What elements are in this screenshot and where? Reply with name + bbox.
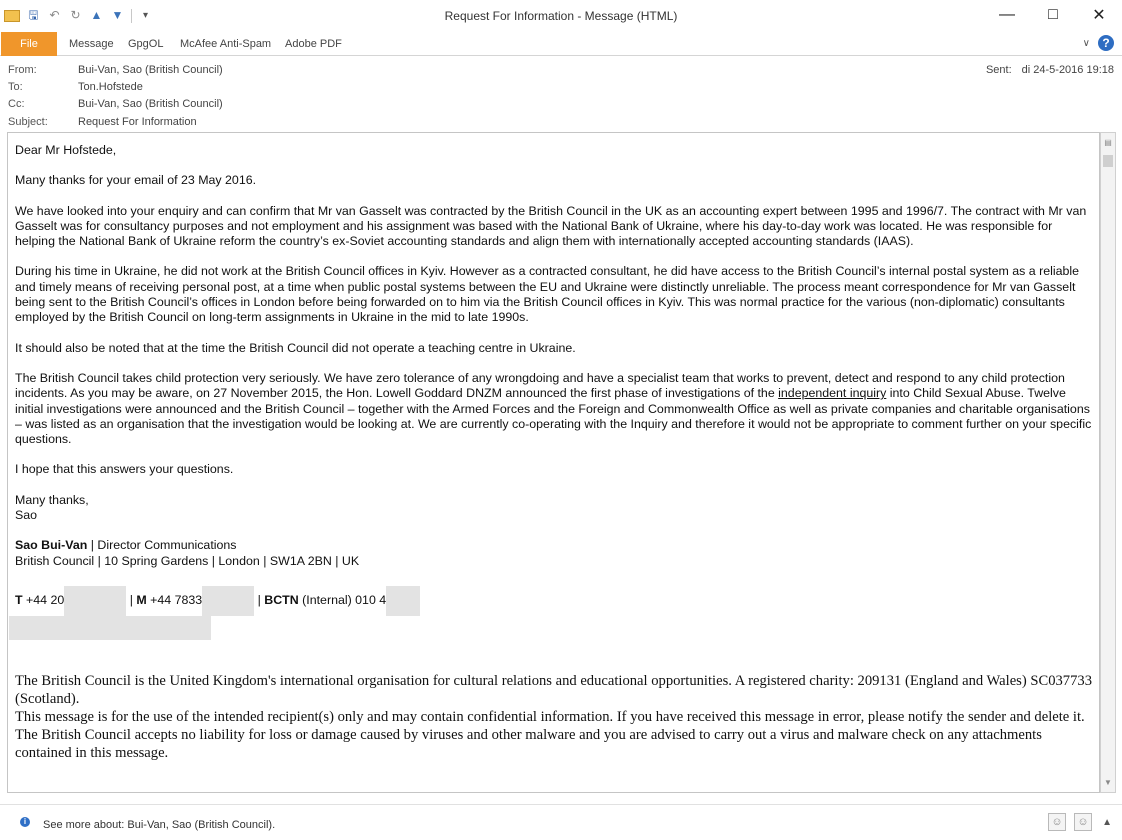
customize-toolbar-icon[interactable]: ▾ <box>142 10 149 21</box>
redacted-block <box>64 586 126 616</box>
bctn-label: BCTN <box>264 592 299 607</box>
redacted-block <box>202 586 254 616</box>
message-body[interactable] <box>7 132 1100 793</box>
paragraph-6: I hope that this answers your questions. <box>15 462 234 477</box>
window-title: Request For Information - Message (HTML) <box>444 9 678 23</box>
tab-file[interactable]: File <box>1 32 57 56</box>
contact-photo-icon[interactable]: ☺ <box>1048 813 1066 831</box>
ribbon-tabs <box>0 32 1122 56</box>
message-content <box>15 143 1095 762</box>
undo-icon[interactable]: ↶ <box>49 8 60 22</box>
closing-line-1: Many thanks, <box>15 492 89 507</box>
next-item-icon[interactable]: ▼ <box>111 8 124 22</box>
paragraph-5 <box>15 371 1095 447</box>
ribbon-toggle-icon[interactable]: ▤ <box>1104 138 1112 147</box>
disclaimer <box>15 672 1095 762</box>
redacted-block <box>386 586 420 616</box>
disclaimer-2: This message is for the use of the intended recipient(s) only and may contain confidential information. If you have received this message in error, please notify the sender and delete it. <box>15 708 1085 725</box>
tab-message[interactable]: Message <box>69 38 114 50</box>
people-pane-text[interactable]: See more about: Bui-Van, Sao (British Council). <box>43 819 276 831</box>
mobile-label: M <box>136 592 147 607</box>
bctn-value: (Internal) 010 4 <box>298 592 387 607</box>
signature-name: Sao Bui-Van <box>15 538 88 553</box>
window-controls <box>984 0 1122 30</box>
signature-phone-line <box>15 584 1095 616</box>
title-bar <box>0 0 1122 32</box>
paragraph-5-part-a: The British Council takes child protection very seriously. We have zero tolerance of any wrongdoing and have a specialist team that works to prevent, detect and respond to any child protection incidents. As you may be aware, on 27 November 2015, the Hon. Lowell Goddard DNZM announced the first phase of investigations of the <box>15 370 1065 401</box>
tab-mcafee-anti-spam[interactable]: McAfee Anti-Spam <box>180 38 272 50</box>
scroll-down-icon[interactable]: ▼ <box>1104 778 1112 787</box>
sent-label: Sent: <box>985 64 1012 76</box>
previous-item-icon[interactable]: ▲ <box>90 8 103 22</box>
expand-people-pane-icon[interactable]: ▲ <box>1102 817 1112 828</box>
message-header <box>0 56 1122 132</box>
ribbon-right-controls <box>1083 35 1114 51</box>
scrollbar-thumb[interactable] <box>1103 155 1113 167</box>
paragraph-1: Many thanks for your email of 23 May 2016. <box>15 173 257 188</box>
independent-inquiry-link[interactable]: independent inquiry <box>778 386 887 401</box>
help-icon[interactable]: ? <box>1098 35 1114 51</box>
from-label: From: <box>8 64 37 76</box>
phone-value: +44 20 <box>22 592 65 607</box>
disclaimer-3: The British Council accepts no liability for loss or damage caused by viruses and other malware and you are advised to carry out a virus and malware check on any attachments contained in this message. <box>15 726 1042 761</box>
phone-label: T <box>15 592 23 607</box>
paragraph-4: It should also be noted that at the time the British Council did not operate a teaching centre in Ukraine. <box>15 340 576 355</box>
subject-label: Subject: <box>8 116 48 128</box>
to-label: To: <box>8 81 23 93</box>
minimize-button[interactable]: — <box>999 6 1015 23</box>
close-button[interactable]: ✕ <box>1092 7 1106 24</box>
cc-label: Cc: <box>8 98 25 110</box>
status-bar <box>0 804 1122 840</box>
paragraph-5-part-b: into Child Sexual Abuse. Twelve initial investigations were announced and the British Council – together with the Armed Forces and the Foreign and Commonwealth Office as well as private companies and charitable organisations – was listed as an organisation that the investigation would be looking at. We are currently co-operating with the Inquiry and therefore it would not be appropriate to comment further on your specific questions. <box>15 386 1092 447</box>
vertical-scrollbar[interactable] <box>1100 132 1116 793</box>
info-icon: i <box>20 817 30 827</box>
sent-info <box>986 64 1114 76</box>
tab-adobe-pdf[interactable]: Adobe PDF <box>285 38 342 50</box>
contact-photo-icon[interactable]: ☺ <box>1074 813 1092 831</box>
greeting: Dear Mr Hofstede, <box>15 143 117 157</box>
paragraph-3: During his time in Ukraine, he did not work at the British Council offices in Kyiv. However as a contracted consultant, he did have access to the British Council’s internal postal system as a reliable and timely means of receiving personal post, at a time when public postal systems between the EU and Ukraine were distinctly unreliable. The process meant correspondence for Mr van Gasselt being sent to the British Council’s offices in London before being forwarded on to him via the British Council offices in Kyiv. This was normal practice for the various (non-diplomatic) consultants employed by the British Council on long-term assignments in Ukraine in the mid to late 1990s. <box>15 264 1080 325</box>
mobile-value: +44 7833 <box>146 592 203 607</box>
signature-name-line <box>15 538 1095 553</box>
people-pane-photos <box>1048 813 1092 831</box>
to-value[interactable]: Ton.Hofstede <box>78 81 143 93</box>
cc-value[interactable]: Bui-Van, Sao (British Council) <box>78 98 223 110</box>
from-value[interactable]: Bui-Van, Sao (British Council) <box>78 64 223 76</box>
sent-value: di 24-5-2016 19:18 <box>1021 64 1114 76</box>
tab-gpgol[interactable]: GpgOL <box>128 38 164 50</box>
closing-line-2: Sao <box>15 508 38 523</box>
redacted-block-2 <box>9 616 211 640</box>
subject-value: Request For Information <box>78 116 197 128</box>
maximize-button[interactable]: □ <box>1048 6 1058 23</box>
signature-separator-2: | <box>254 592 265 607</box>
paragraph-2: We have looked into your enquiry and can confirm that Mr van Gasselt was contracted by the British Council in the UK as an accounting expert between 1995 and 1996/7. The contract with Mr van Gasselt was for consultancy purposes and not employment and his assignment was based with the National Bank of Ukraine, where his day-to-day work was located. He was responsible for helping the National Bank of Ukraine reform the country’s ex-Soviet accounting standards and align them with internationally accepted accounting standards (IAAS). <box>15 203 1087 249</box>
redo-icon[interactable]: ↻ <box>70 8 81 22</box>
save-icon[interactable]: 🖫 <box>28 8 39 22</box>
signature-separator-1: | <box>126 592 137 607</box>
signature-title: | Director Communications <box>87 538 237 553</box>
signature-address: British Council | 10 Spring Gardens | London | SW1A 2BN | UK <box>15 553 360 568</box>
collapse-ribbon-icon[interactable]: ∨ <box>1082 37 1090 49</box>
disclaimer-1: The British Council is the United Kingdom's international organisation for cultural relations and educational opportunities. A registered charity: 209131 (England and Wales) SC037733 (Scotland). <box>15 672 1092 707</box>
